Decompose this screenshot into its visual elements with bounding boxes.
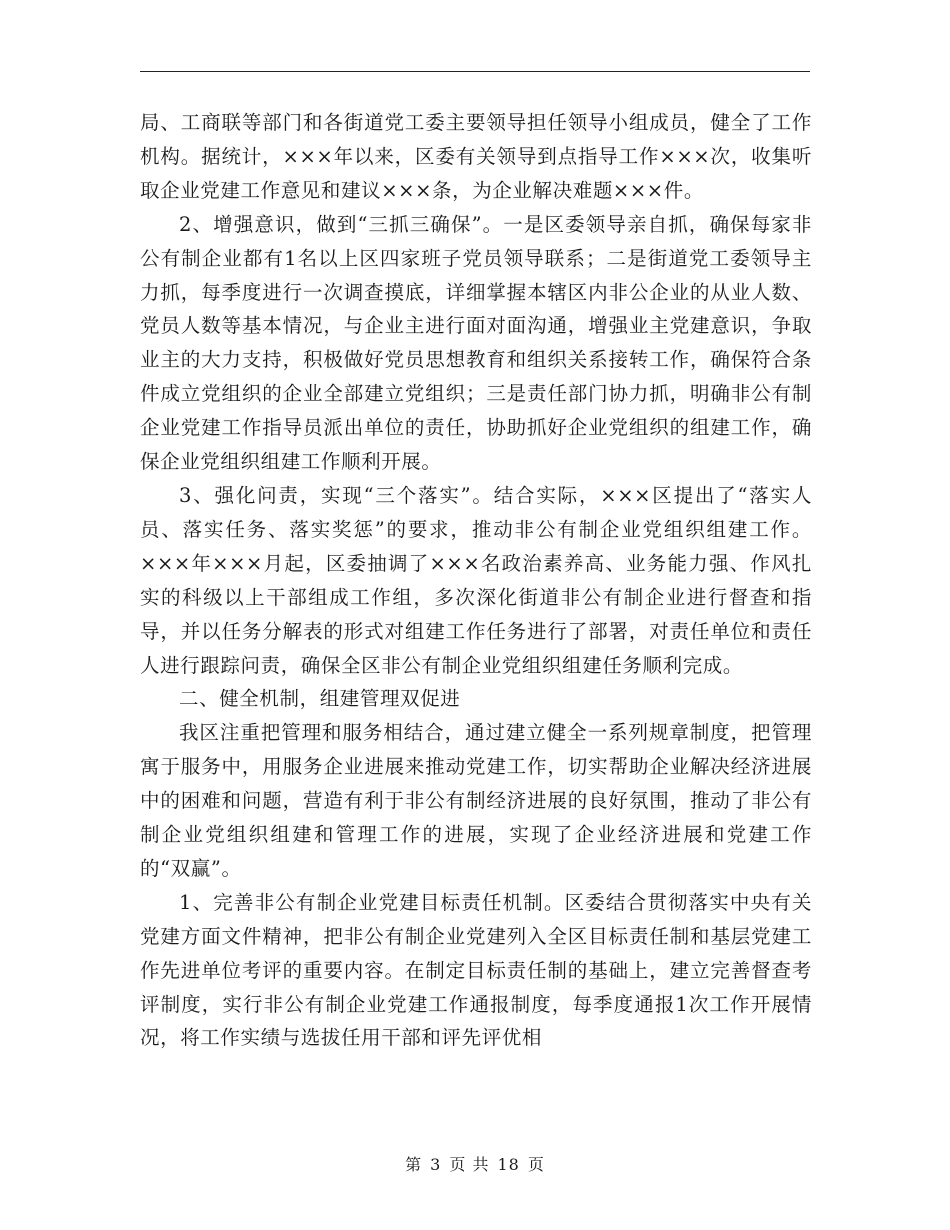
paragraph: 局、工商联等部门和各街道党工委主要领导担任领导小组成员，健全了工作机构。据统计，×××年以来，区委有关领导到点指导工作×××次，收集听取企业党建工作意见和建议×××条，为企业解决难题×××件。 <box>140 111 812 202</box>
document-body <box>140 106 812 1055</box>
paragraph: 1、完善非公有制企业党建目标责任机制。区委结合贯彻落实中央有关党建方面文件精神，把非公有制企业党建列入全区目标责任制和基层党建工作先进单位考评的重要内容。在制定目标责任制的基础上，建立完善督查考评制度，实行非公有制企业党建工作通报制度，每季度通报1次工作开展情况，将工作实绩与选拔任用干部和评先评优相 <box>140 890 812 1050</box>
page-footer <box>0 1152 950 1175</box>
footer-middle: 页 共 <box>449 1155 490 1174</box>
footer-suffix: 页 <box>527 1155 545 1174</box>
page-total: 18 <box>497 1155 520 1174</box>
paragraph: 我区注重把管理和服务相结合，通过建立健全一系列规章制度，把管理寓于服务中，用服务企业进展来推动党建工作，切实帮助企业解决经济进展中的困难和问题，营造有利于非公有制经济进展的良好氛围，推动了非公有制企业党组织组建和管理工作的进展，实现了企业经济进展和党建工作的“双赢”。 <box>140 721 812 880</box>
section-heading: 二、健全机制，组建管理双促进 <box>179 687 461 711</box>
header-rule <box>140 71 810 72</box>
footer-prefix: 第 <box>405 1155 423 1174</box>
paragraph: 2、增强意识，做到“三抓三确保”。一是区委领导亲自抓，确保每家非公有制企业都有1名以上区四家班子党员领导联系；二是街道党工委领导主力抓，每季度进行一次调查摸底，详细掌握本辖区内非公企业的从业人数、党员人数等基本情况，与企业主进行面对面沟通，增强业主党建意识，争取业主的大力支持，积极做好党员思想教育和组织关系接转工作，确保符合条件成立党组织的企业全部建立党组织；三是责任部门协力抓，明确非公有制企业党建工作指导员派出单位的责任，协助抓好企业党组织的组建工作，确保企业党组织组建工作顺利开展。 <box>140 212 812 474</box>
paragraph: 3、强化问责，实现“三个落实”。结合实际，×××区提出了“落实人员、落实任务、落实奖惩”的要求，推动非公有制企业党组织组建工作。×××年×××月起，区委抽调了×××名政治素养高、业务能力强、作风扎实的科级以上干部组成工作组，多次深化街道非公有制企业进行督查和指导，并以任务分解表的形式对组建工作任务进行了部署，对责任单位和责任人进行跟踪问责，确保全区非公有制企业党组织组建任务顺利完成。 <box>140 483 812 677</box>
page-number: 3 <box>430 1155 442 1174</box>
